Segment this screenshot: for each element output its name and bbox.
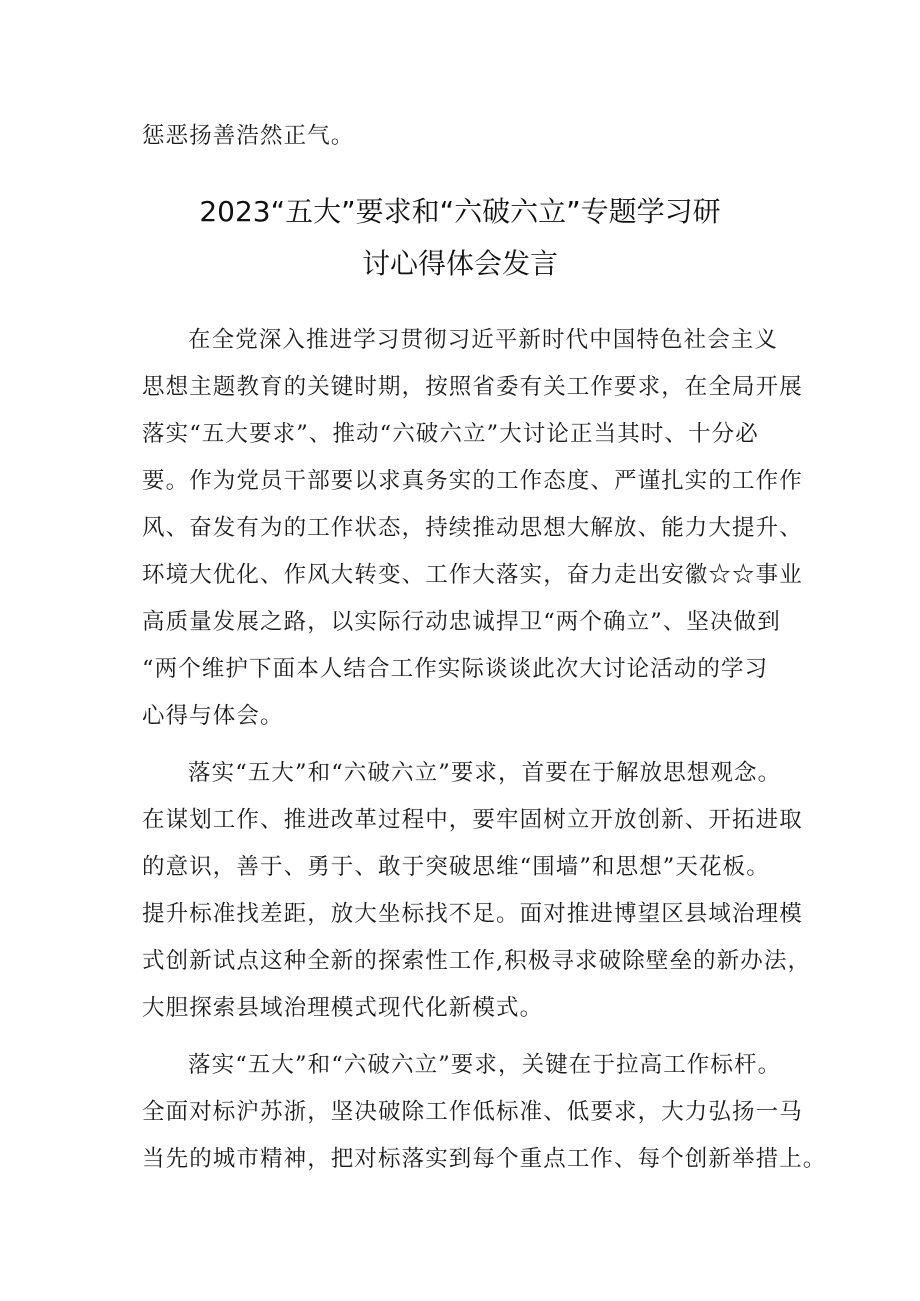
carryover-text-line: 惩恶扬善浩然正气。 xyxy=(142,123,355,149)
paragraph-line: 提升标准找差距，放大坐标找不足。面对推进博望区县域治理模 xyxy=(142,901,803,927)
document-title-line-2: 讨心得体会发言 xyxy=(361,247,558,280)
paragraph-line: 风、奋发有为的工作状态，持续推动思想大解放、能力大提升、 xyxy=(142,515,803,541)
document-title-line-1: 2023“五大”要求和“六破六立”专题学习研 xyxy=(199,195,721,228)
paragraph-line: 式创新试点这种全新的探索性工作,积极寻求破除壁垒的新办法， xyxy=(142,948,812,974)
paragraph-line: 思想主题教育的关键时期，按照省委有关工作要求，在全局开展 xyxy=(142,374,803,400)
paragraph-line: 落实“五大”和“六破六立”要求，首要在于解放思想观念。 xyxy=(188,760,782,786)
paragraph-line: 高质量发展之路，以实际行动忠诚捍卫“两个确立”、坚决做到 xyxy=(142,609,781,635)
paragraph-line: 落实“五大”和“六破六立”要求，关键在于拉高工作标杆。 xyxy=(188,1052,782,1078)
paragraph-line: 当先的城市精神，把对标落实到每个重点工作、每个创新举措上。 xyxy=(142,1146,827,1172)
paragraph-line: 心得与体会。 xyxy=(142,703,284,729)
paragraph-line: 的意识，善于、勇于、敢于突破思维“围墙”和思想”天花板。 xyxy=(142,854,770,880)
paragraph-line: “两个维护下面本人结合工作实际谈谈此次大讨论活动的学习 xyxy=(142,656,769,682)
paragraph-line: 在谋划工作、推进改革过程中，要牢固树立开放创新、开拓进取 xyxy=(142,807,803,833)
paragraph-line: 要。作为党员干部要以求真务实的工作态度、严谨扎实的工作作 xyxy=(142,468,803,494)
paragraph-line: 环境大优化、作风大转变、工作大落实，奋力走出安徽☆☆事业 xyxy=(142,562,803,588)
paragraph-line: 大胆探索县域治理模式现代化新模式。 xyxy=(142,995,544,1021)
paragraph-line: 全面对标沪苏浙，坚决破除工作低标准、低要求，大力弘扬一马 xyxy=(142,1099,803,1125)
paragraph-line: 在全党深入推进学习贯彻习近平新时代中国特色社会主义 xyxy=(188,327,779,353)
paragraph-line: 落实“五大要求”、推动“六破六立”大讨论正当其时、十分必 xyxy=(142,421,759,447)
